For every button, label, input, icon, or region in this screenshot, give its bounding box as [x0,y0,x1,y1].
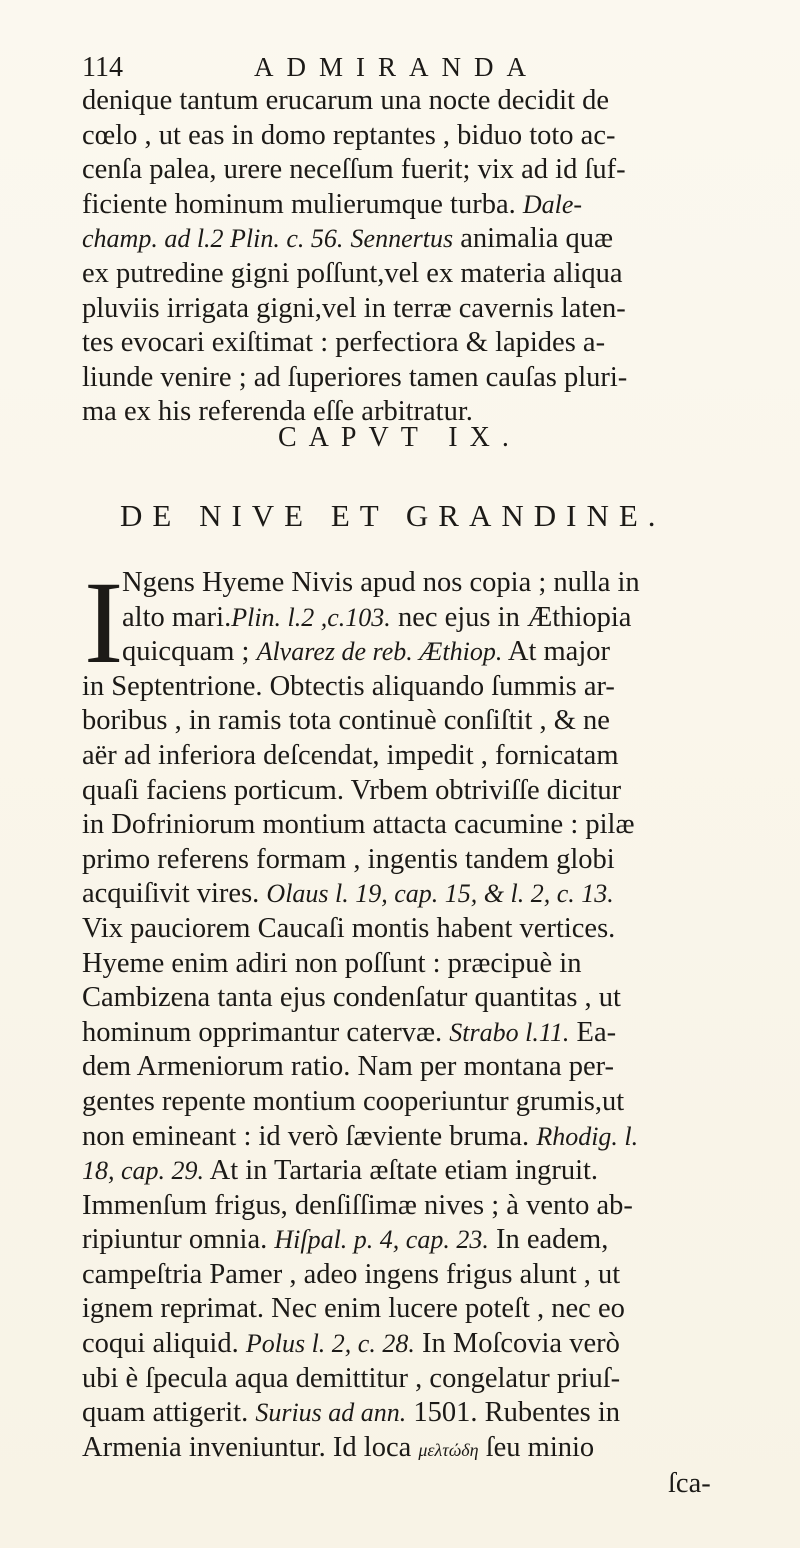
citation-plin: Plin. l.2 ,c.103. [231,602,391,632]
text-line: campeſtria Pamer , adeo ingens frigus alunt , ut [82,1258,621,1290]
text-line: tes evocari exiſtimat : perfectiora & lapides a- [82,327,606,359]
text-segment: quicquam ; [122,636,250,668]
text-segment: non emineant : id verò ſæviente bruma. [82,1120,530,1152]
text-line: cœlo , ut eas in domo reptantes , biduo toto ac- [82,119,616,151]
citation-surius: Surius ad ann. [255,1398,407,1428]
text-line [82,1327,762,1362]
text-line: in Septentrione. Obtectis aliquando ſummis ar- [82,670,615,702]
citation-olaus: Olaus l. 19, cap. 15, & l. 2, c. 13. [266,879,614,909]
running-head: ADMIRANDA [254,52,539,82]
citation-rhodig-cont: 18, cap. 29. [82,1156,205,1186]
chapter-subtitle: DE NIVE ET GRANDINE. [120,498,666,533]
text-line: gentes repente montium cooperiuntur grumis,ut [82,1085,625,1117]
text-line [82,1120,762,1155]
text-segment: At in Tartaria æſtate etiam ingruit. [209,1155,599,1187]
text-segment: Armenia inveniuntur. Id loca [82,1431,412,1463]
text-line: Immenſum frigus, denſiſſimæ nives ; à vento ab- [82,1189,633,1221]
citation-strabo: Strabo l.11. [449,1017,570,1047]
text-segment: ripiuntur omnia. [82,1224,268,1256]
text-segment: nec ejus in Æthiopia [397,601,632,633]
chapter-heading: CAPVT IX. [278,422,521,453]
text-segment: In Moſcovia verò [421,1328,620,1360]
text-line [82,877,762,912]
text-line: ex putredine gigni poſſunt,vel ex materia aliqua [82,257,623,289]
text-segment: hominum opprimantur catervæ. [82,1016,443,1048]
citation-hispal: Hiſpal. p. 4, cap. 23. [274,1225,489,1255]
citation-sennertus: Sennertus [350,224,454,254]
text-line: ma ex his referenda eſſe arbitratur. [82,396,473,428]
text-segment: In eadem, [495,1224,609,1256]
text-segment: acquiſivit vires. [82,878,260,910]
text-line [82,601,762,636]
text-segment: At major [507,636,610,668]
drop-cap: I [84,557,124,688]
greek-word: μελτώδη [418,1439,479,1460]
citation-dalechamp: Dale- [522,189,583,219]
text-line [82,222,762,257]
paragraph-2 [82,557,762,1502]
text-line: Hyeme enim adiri non poſſunt : præcipuè in [82,947,582,979]
citation-dalechamp-cont: champ. ad l.2 Plin. c. 56. [82,224,344,254]
text-line [82,1016,762,1051]
text-line: Vix pauciorem Caucaſi montis habent vertices. [82,912,616,944]
text-line: boribus , in ramis tota continuè conſiſtit , & ne [82,705,610,737]
citation-polus: Polus l. 2, c. 28. [245,1329,415,1359]
text-line: cenſa palea, urere neceſſum fuerit; vix ad id ſuf- [82,154,626,186]
page-number: 114 [82,52,123,83]
text-line: aër ad inferiora deſcendat, impedit , fornicatam [82,739,619,771]
paragraph-1 [82,84,762,430]
text-line: Ngens Hyeme Nivis apud nos copia ; nulla in [122,567,640,598]
text-line [82,1396,762,1431]
text-segment: alto mari. [122,601,232,633]
text-line: pluviis irrigata gigni,vel in terræ cavernis laten- [82,292,626,324]
text-line: ignem reprimat. Nec enim lucere poteſt , nec eo [82,1293,625,1325]
text-segment: animalia quæ [460,223,613,255]
text-line: primo referens formam , ingentis tandem globi [82,843,615,875]
text-line [82,1223,762,1258]
text-line: ubi è ſpecula aqua demittitur , congelatur priuſ- [82,1362,621,1394]
citation-rhodig: Rhodig. l. [536,1121,639,1151]
text-segment: Ea- [576,1016,617,1048]
citation-alvarez: Alvarez de reb. Æthiop. [256,637,503,667]
catchword: ſca- [668,1468,711,1500]
text-line: denique tantum erucarum una nocte decidit de [82,85,610,116]
text-line [82,635,762,670]
text-line: dem Armeniorum ratio. Nam per montana per- [82,1051,615,1083]
text-line [82,1154,762,1189]
text-segment: ſeu minio [485,1431,595,1463]
text-line [82,188,762,223]
text-line: liunde venire ; ad ſuperiores tamen cauſas pluri- [82,361,628,393]
text-segment: quam attigerit. [82,1397,249,1429]
text-segment: ficiente hominum mulierumque turba. [82,188,516,220]
text-line: in Dofriniorum montium attacta cacumine : pilæ [82,809,635,841]
text-segment: coqui aliquid. [82,1328,239,1360]
text-line: Cambizena tanta ejus condenſatur quantitas , ut [82,982,621,1014]
text-line: quaſi faciens porticum. Vrbem obtriviſſe dicitur [82,774,622,806]
text-line [82,1431,762,1468]
text-segment: 1501. Rubentes in [413,1397,621,1429]
